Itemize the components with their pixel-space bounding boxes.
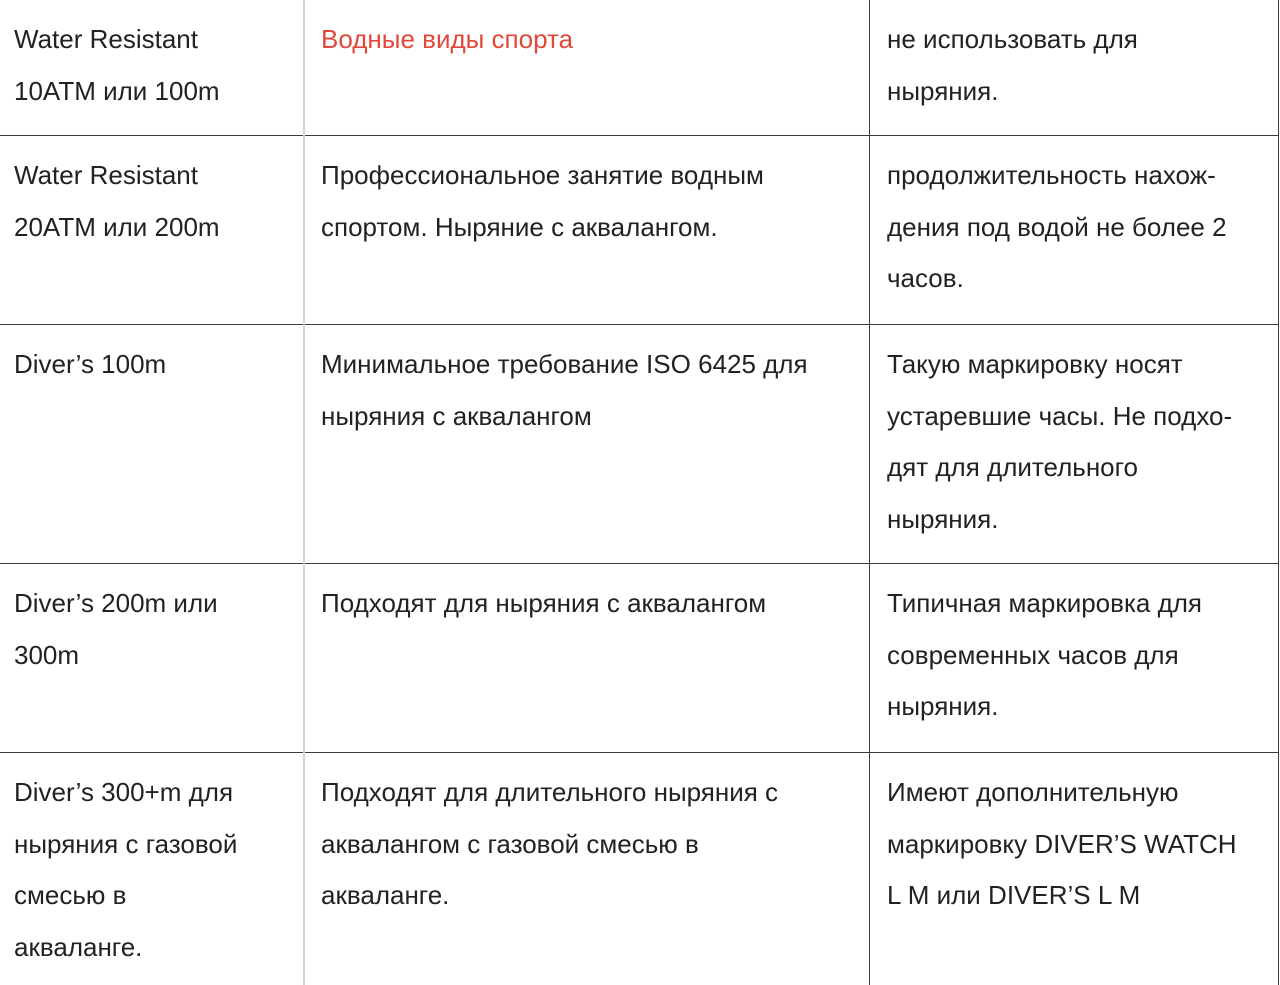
table-row — [0, 564, 1278, 753]
activity-link[interactable]: Водные виды спорта — [321, 24, 574, 54]
activity-cell: Профессиональное занятие водным спортом. Ныряние с аквалангом. — [321, 160, 764, 242]
table-row — [0, 753, 1278, 985]
note-cell: не использовать для ныряния. — [887, 24, 1138, 106]
note-cell: Типичная маркировка для современных часов для ныряния. — [887, 588, 1203, 721]
marking-cell: Diver’s 300+m для ныряния с газовой смесью в акваланге. — [14, 777, 238, 962]
activity-cell: Минимальное требование ISO 6425 для ныряния с аквалангом — [321, 349, 808, 431]
table-row — [0, 0, 1278, 136]
activity-cell: Подходят для ныряния с аквалангом — [321, 588, 767, 618]
note-cell: продолжительность нахож- дения под водой не более 2 часов. — [887, 160, 1227, 293]
column-divider — [303, 0, 305, 985]
note-cell: Такую маркировку носят устаревшие часы. Не подхо- дят для длительного ныряния. — [887, 349, 1233, 534]
marking-cell: Water Resistant 10ATM или 100m — [14, 24, 220, 106]
table-row — [0, 136, 1278, 325]
marking-cell: Diver’s 100m — [14, 349, 167, 379]
table-row — [0, 325, 1278, 564]
activity-cell: Подходят для длительного ныряния с аквалангом с газовой смесью в акваланге. — [321, 777, 779, 910]
note-cell: Имеют дополнительную маркировку DIVER’S WATCH L M или DIVER’S L M — [887, 777, 1237, 910]
column-divider — [869, 0, 870, 985]
marking-cell: Water Resistant 20ATM или 200m — [14, 160, 220, 242]
marking-cell: Diver’s 200m или 300m — [14, 588, 218, 670]
